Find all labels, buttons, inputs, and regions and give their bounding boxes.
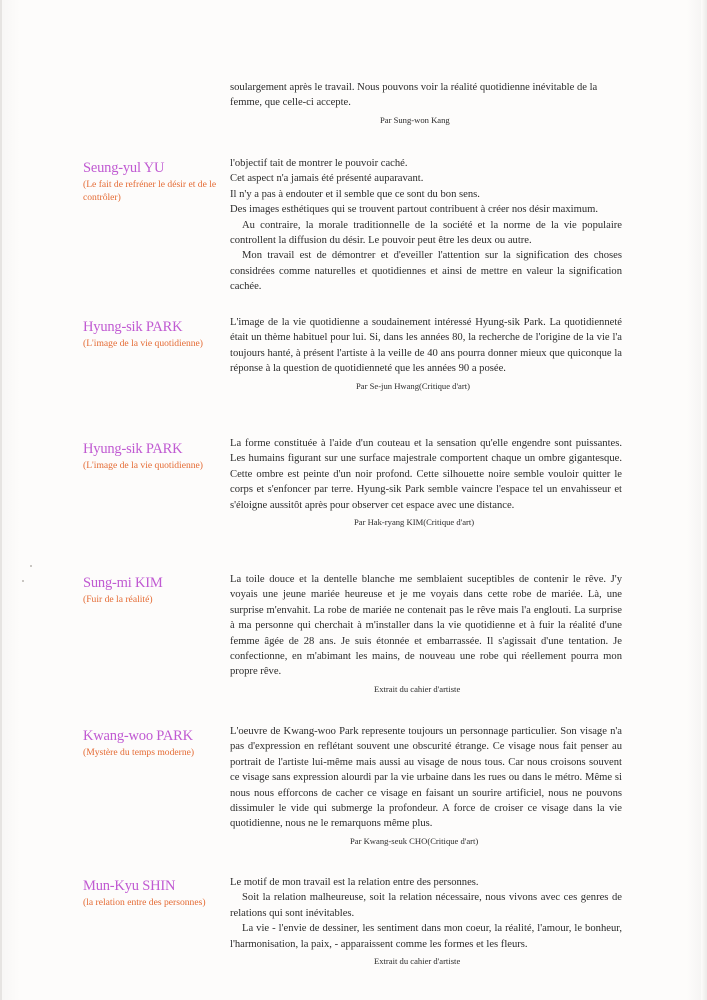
artist-subtitle: (L'image de la vie quotidienne): [83, 338, 204, 349]
paragraph: Il n'y a pas à endouter et il semble que ce sont du bon sens.: [230, 188, 480, 200]
speck: [30, 565, 32, 567]
artist-name: Mun-Kyu SHIN: [83, 878, 176, 894]
speck: [22, 580, 24, 582]
artist-label: [83, 728, 223, 759]
entry-text: [230, 315, 622, 392]
entry-text: [230, 572, 622, 695]
paragraph: Des images esthétiques qui se trouvent partout contribuent à créer nos désir maximum.: [230, 204, 599, 216]
paragraph: Soit la relation malheureuse, soit la relation nécessaire, nous vivons avec ces genres de relations qui sont inévitables.: [230, 892, 622, 919]
artist-label: [83, 878, 223, 909]
entry-credit: Extrait du cahier d'artiste: [374, 683, 461, 694]
entry-credit: Par Se-jun Hwang(Critique d'art): [356, 380, 470, 391]
artist-label: [83, 575, 223, 606]
artist-name: Hyung-sik PARK: [83, 319, 183, 335]
entry-credit: Extrait du cahier d'artiste: [374, 956, 461, 967]
artist-label: [83, 441, 223, 472]
artist-subtitle: (la relation entre des personnes): [83, 897, 206, 908]
entry-credit: Par Kwang-seuk CHO(Critique d'art): [350, 835, 479, 846]
paragraph: L'image de la vie quotidienne a soudainement intéressé Hyung-sik Park. La quotidienneté était un thème habituel pour lui. Si, dans les années 80, la recherche de l'origine de la vie l'a toujours hanté, à présent l'artiste à la veille de 40 ans pourra donner mieux que quiconque la réponse à la question de quotidienneté que les années 90 a posée.: [230, 317, 622, 375]
page-crease: [0, 0, 2, 1000]
intro-credit: Par Sung-won Kang: [380, 114, 450, 125]
artist-name: Hyung-sik PARK: [83, 441, 183, 457]
paragraph: Le motif de mon travail est la relation entre des personnes.: [230, 877, 479, 888]
entry-text: [230, 875, 622, 967]
intro-block: [230, 80, 622, 126]
artist-label: [83, 319, 223, 350]
artist-name: Seung-yul YU: [83, 160, 165, 176]
page-edge: [701, 0, 707, 1000]
artist-name: Sung-mi KIM: [83, 575, 163, 591]
paragraph: L'oeuvre de Kwang-woo Park represente toujours un personnage particulier. Son visage n'a pas d'expression en reflétant souvent une obscurité étrange. Ce visage nous fait penser au portrait de l'artiste lui-même mais aussi au visage de nous tous. Car nous croisons souvent ce visage sans expression alourdi par la vie urbaine dans les rues ou dans le métro. Même si nous nous efforcons de cacher ce visage en faisant un sourire artificiel, nous ne pouvons dissimuler le vide qui submerge la profondeur. A force de croiser ce visage dans la vie quotidienne, nous ne le remarquons même plus.: [230, 726, 622, 830]
entry-text: [230, 156, 622, 295]
entry-credit: Par Hak-ryang KIM(Critique d'art): [354, 517, 475, 528]
paragraph: La forme constituée à l'aide d'un couteau et la sensation qu'elle engendre sont puissantes. Les humains figurant sur une surface majestrale comportent chaque un ombre gigantesque. Cette ombre est peinte d'un noir profond. Cette silhouette noire semble vouloir quitter le corps et s'enfoncer par terre. Hyung-sik Park semble vaincre l'espace tel un envahisseur et s'éloigne aussitôt après pour observer cet espace avec une distance.: [230, 438, 622, 511]
entry-text: [230, 436, 622, 528]
entry-text: [230, 724, 622, 847]
paragraph: Cet aspect n'a jamais été présenté auparavant.: [230, 173, 424, 185]
paragraph: La vie - l'envie de dessiner, les sentiment dans mon coeur, la réalité, l'amour, le bonheur, l'harmonisation, la paix, - apparaissent comme les formes et les fleurs.: [230, 923, 622, 950]
paragraph: Mon travail est de démontrer et d'eveiller l'attention sur la signification des choses considrées comme naturelles et quotidiennes et ainsi de mettre en valeur la signification cachée.: [230, 250, 622, 293]
paragraph: La toile douce et la dentelle blanche me semblaient suceptibles de contenir le rêve. J'y voyais une jeune mariée heureuse et je me voyais dans cette robe de mariée. Là, une surprise m'envahit. La robe de mariée ne contenait pas le rêve mais l'a englouti. La surprise à ma personne qui cherchait à m'installer dans la vie quotidienne et à fuir la réalité d'une femme âgée de 28 ans. Je suis étonnée et embarrassée. Il s'agissait d'une tentation. Je confectionne, en m'abimant les mains, de nouveau une robe qui réellement pourra mon propre rêve.: [230, 574, 622, 678]
artist-subtitle: (L'image de la vie quotidienne): [83, 460, 204, 471]
artist-subtitle: (Le fait de refréner le désir et de le contrôler): [83, 179, 217, 203]
artist-subtitle: (Mystère du temps moderne): [83, 747, 195, 758]
artist-label: [83, 160, 223, 204]
intro-line: femme, que celle-ci accepte.: [230, 97, 351, 109]
intro-text: [230, 80, 622, 111]
artist-name: Kwang-woo PARK: [83, 728, 193, 744]
paragraph: Au contraire, la morale traditionnelle de la société et la norme de la vie populaire controllent la diffusion du désir. Le pouvoir peut être les deux ou autre.: [230, 219, 622, 247]
intro-line: soulargement après le travail. Nous pouvons voir la réalité quotidienne inévitable de la: [230, 82, 598, 93]
paragraph: l'objectif tait de montrer le pouvoir caché.: [230, 158, 408, 169]
artist-subtitle: (Fuir de la réalité): [83, 594, 153, 605]
